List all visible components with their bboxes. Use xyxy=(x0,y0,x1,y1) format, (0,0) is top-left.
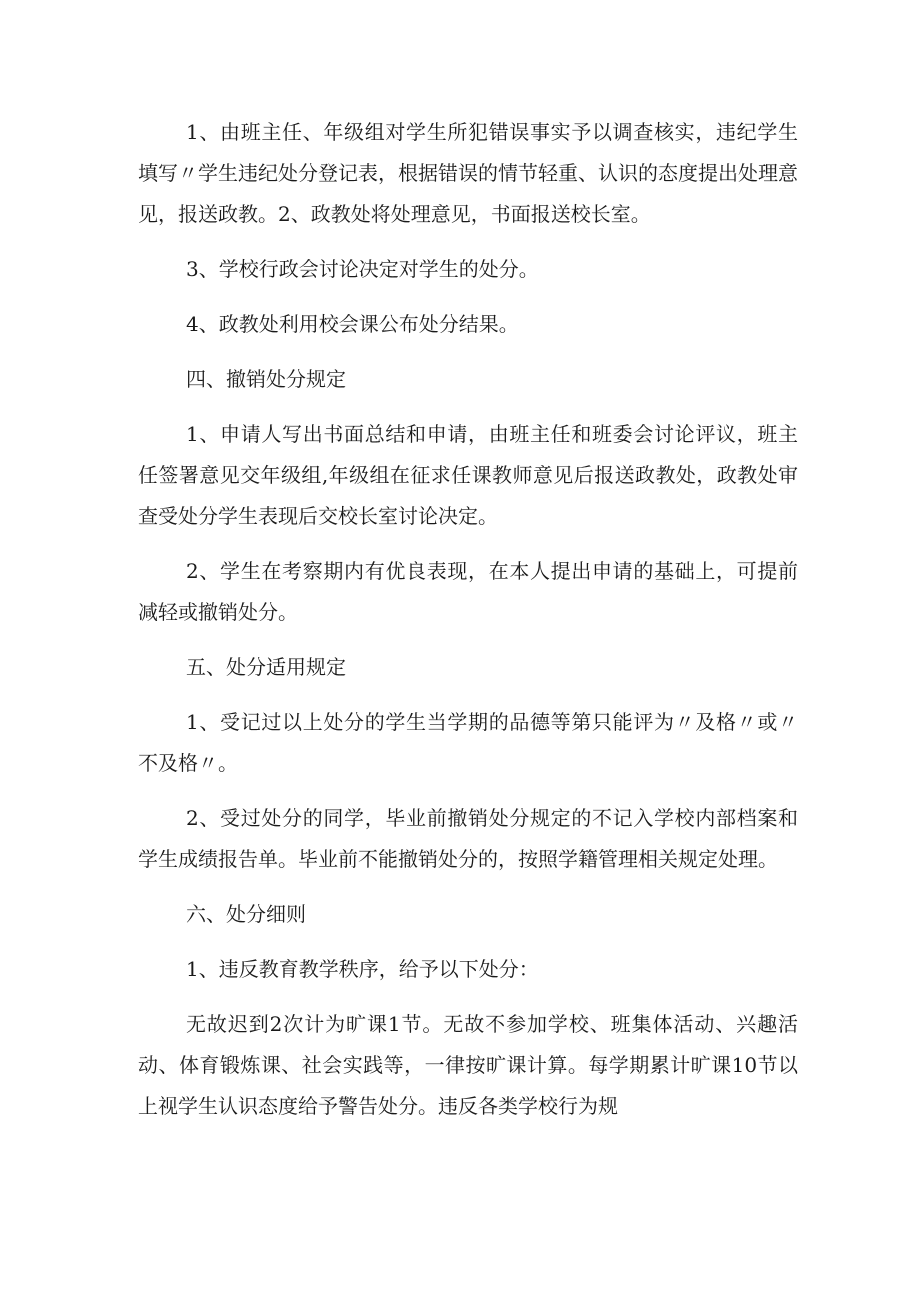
paragraph-procedure-1: 1、由班主任、年级组对学生所犯错误事实予以调查核实，违纪学生填写〃学生违纪处分登记表，根据错误的情节轻重、认识的态度提出处理意见，报送政教。2、政教处将处理意见，书面报送校长室。 xyxy=(138,120,798,226)
paragraph-procedure-4: 4、政教处利用校会课公布处分结果。 xyxy=(186,312,519,336)
section-heading-rules: 六、处分细则 xyxy=(186,902,306,926)
document-body xyxy=(138,112,798,1141)
section-heading-revoke: 四、撤销处分规定 xyxy=(186,367,346,391)
paragraph-procedure-3: 3、学校行政会讨论决定对学生的处分。 xyxy=(186,257,539,281)
paragraph-rules-1: 1、违反教育教学秩序，给予以下处分： xyxy=(186,957,539,981)
paragraph-revoke-1: 1、申请人写出书面总结和申请，由班主任和班委会讨论评议，班主任签署意见交年级组,年级组在征求任课教师意见后报送政教处，政教处审查受处分学生表现后交校长室讨论决定。 xyxy=(138,422,798,528)
paragraph-applicability-2: 2、受过处分的同学，毕业前撤销处分规定的不记入学校内部档案和学生成绩报告单。毕业前不能撤销处分的，按照学籍管理相关规定处理。 xyxy=(138,806,798,871)
paragraph-applicability-1: 1、受记过以上处分的学生当学期的品德等第只能评为〃及格〃或〃不及格〃。 xyxy=(138,710,798,775)
paragraph-rules-detail: 无故迟到2次计为旷课1节。无故不参加学校、班集体活动、兴趣活动、体育锻炼课、社会实践等，一律按旷课计算。每学期累计旷课10节以上视学生认识态度给予警告处分。违反各类学校行为规 xyxy=(138,1012,798,1118)
section-heading-applicability: 五、处分适用规定 xyxy=(186,655,346,679)
paragraph-revoke-2: 2、学生在考察期内有优良表现，在本人提出申请的基础上，可提前减轻或撤销处分。 xyxy=(138,559,798,624)
